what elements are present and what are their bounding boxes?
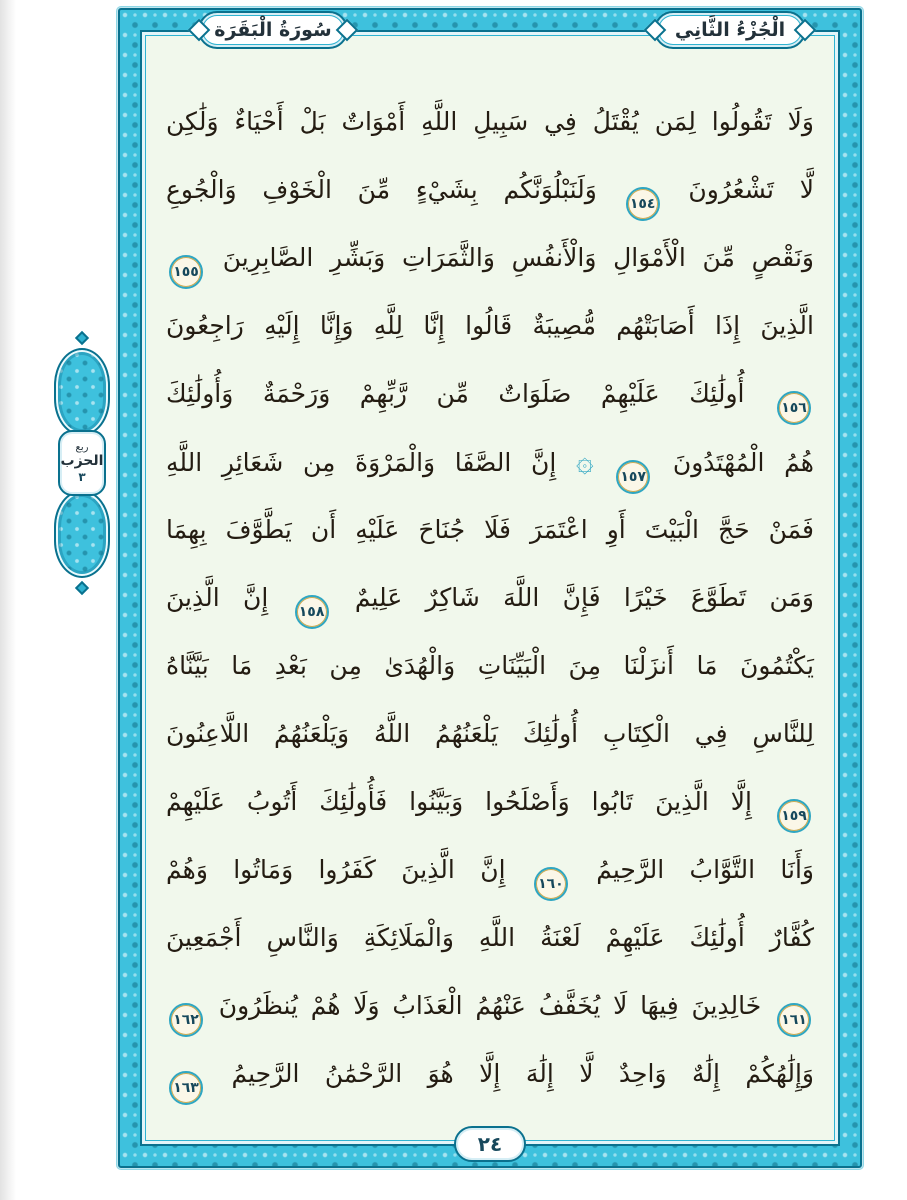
ayah-number-badge: ١٥٨ — [295, 595, 329, 629]
quran-line: ١٦١ خَالِدِينَ فِيهَا لَا يُخَفَّفُ عَنْهُمُ الْعَذَابُ وَلَا هُمْ يُنظَرُونَ ١٦٢ — [166, 972, 814, 1040]
hizb-number: ٣ — [78, 469, 86, 484]
quran-line: وَأَنَا التَّوَّابُ الرَّحِيمُ ١٦٠ إِنَّ الَّذِينَ كَفَرُوا وَمَاتُوا وَهُمْ — [166, 836, 814, 904]
decorative-frame — [118, 8, 862, 1168]
quran-line: هُمُ الْمُهْتَدُونَ ١٥٧ ۞ إِنَّ الصَّفَا وَالْمَرْوَةَ مِن شَعَائِرِ اللَّهِ — [166, 428, 814, 496]
quran-line: الَّذِينَ إِذَا أَصَابَتْهُم مُّصِيبَةٌ قَالُوا إِنَّا لِلَّهِ وَإِنَّا إِلَيْهِ رَاجِعُونَ — [166, 311, 814, 340]
hizb-quarter-label: ربع — [75, 441, 89, 453]
ayah-number-badge: ١٦٣ — [169, 1071, 203, 1105]
ayah-number-badge: ١٥٦ — [777, 391, 811, 425]
quran-line: ١٥٦ أُولَٰئِكَ عَلَيْهِمْ صَلَوَاتٌ مِّن رَّبِّهِمْ وَرَحْمَةٌ وَأُولَٰئِكَ — [166, 360, 814, 428]
hizb-cartouche — [58, 430, 106, 496]
ayah-number-badge: ١٥٧ — [616, 460, 650, 494]
ayah-number-badge: ١٥٤ — [626, 187, 660, 221]
surah-title-cartouche — [198, 11, 348, 49]
ornament-medallion-top-icon — [54, 348, 110, 436]
quran-line: وَلَا تَقُولُوا لِمَن يُقْتَلُ فِي سَبِيلِ اللَّهِ أَمْوَاتٌ بَلْ أَحْيَاءٌ وَلَٰكِن — [166, 107, 814, 136]
juz-title-label: الْجُزْءُ الثَّانِي — [674, 19, 786, 41]
hizb-label: الحزب — [60, 452, 104, 469]
rub-el-hizb-icon: ۞ — [575, 444, 594, 479]
quran-line: وَمَن تَطَوَّعَ خَيْرًا فَإِنَّ اللَّهَ شَاكِرٌ عَلِيمٌ ١٥٨ إِنَّ الَّذِينَ — [166, 564, 814, 632]
ornament-medallion-bottom-icon — [54, 490, 110, 578]
quran-line: ١٥٩ إِلَّا الَّذِينَ تَابُوا وَأَصْلَحُوا وَبَيَّنُوا فَأُولَٰئِكَ أَتُوبُ عَلَيْهِمْ — [166, 768, 814, 836]
quran-line: كُفَّارٌ أُولَٰئِكَ عَلَيْهِمْ لَعْنَةُ اللَّهِ وَالْمَلَائِكَةِ وَالنَّاسِ أَجْمَعِينَ — [166, 923, 814, 952]
star-finial-top-icon — [75, 331, 89, 345]
page-number-label: ٢٤ — [477, 1132, 503, 1156]
surah-title-label: سُورَةُ الْبَقَرَة — [214, 19, 332, 41]
ayah-number-badge: ١٥٩ — [777, 799, 811, 833]
quran-line: يَكْتُمُونَ مَا أَنزَلْنَا مِنَ الْبَيِّنَاتِ وَالْهُدَىٰ مِن بَعْدِ مَا بَيَّنَّاهُ — [166, 651, 814, 680]
ayah-number-badge: ١٦١ — [777, 1003, 811, 1037]
quran-line: فَمَنْ حَجَّ الْبَيْتَ أَوِ اعْتَمَرَ فَلَا جُنَاحَ عَلَيْهِ أَن يَطَّوَّفَ بِهِمَا — [166, 515, 814, 544]
page-inner — [140, 30, 840, 1146]
page-number — [454, 1126, 526, 1162]
hizb-quarter-marker — [48, 330, 116, 596]
juz-title-cartouche — [654, 11, 806, 49]
star-finial-bottom-icon — [75, 581, 89, 595]
ayah-number-badge: ١٦٢ — [169, 1003, 203, 1037]
ayah-number-badge: ١٦٠ — [534, 867, 568, 901]
quran-line: لِلنَّاسِ فِي الْكِتَابِ أُولَٰئِكَ يَلْعَنُهُمُ اللَّهُ وَيَلْعَنُهُمُ اللَّاعِنُونَ — [166, 719, 814, 748]
quran-text-area — [166, 88, 814, 1108]
quran-line: لَّا تَشْعُرُونَ ١٥٤ وَلَنَبْلُوَنَّكُم بِشَيْءٍ مِّنَ الْخَوْفِ وَالْجُوعِ — [166, 156, 814, 224]
quran-line: وَإِلَٰهُكُمْ إِلَٰهٌ وَاحِدٌ لَّا إِلَٰهَ إِلَّا هُوَ الرَّحْمَٰنُ الرَّحِيمُ ١٦٣ — [166, 1040, 814, 1108]
ayah-number-badge: ١٥٥ — [169, 255, 203, 289]
quran-line: وَنَقْصٍ مِّنَ الْأَمْوَالِ وَالْأَنفُسِ وَالثَّمَرَاتِ وَبَشِّرِ الصَّابِرِينَ ١٥٥ — [166, 224, 814, 292]
